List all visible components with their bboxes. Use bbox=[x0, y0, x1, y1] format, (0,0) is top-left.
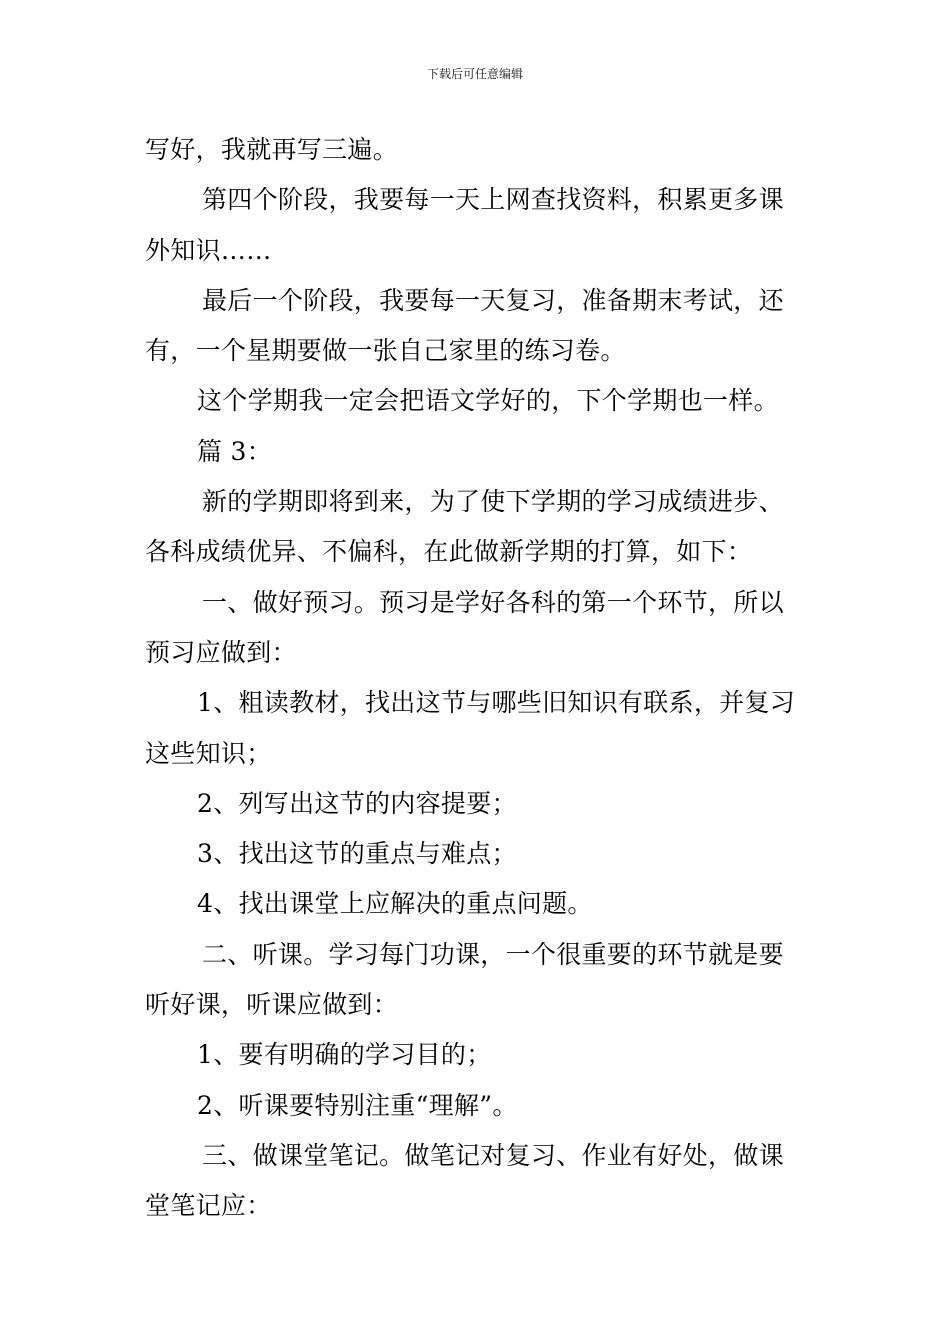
text-line: 一、做好预习。预习是学好各科的第一个环节，所以 bbox=[202, 587, 784, 617]
text-line: 这个学期我一定会把语文学好的，下个学期也一样。 bbox=[197, 386, 779, 416]
list-item: 1、要有明确的学习目的； bbox=[197, 1040, 492, 1070]
text-line: 第四个阶段，我要每一天上网查找资料，积累更多课 bbox=[202, 185, 784, 215]
text-line: 外知识…… bbox=[145, 235, 272, 265]
text-line: 三、做课堂笔记。做笔记对复习、作业有好处，做课 bbox=[202, 1140, 784, 1170]
text-line: 各科成绩优异、不偏科，在此做新学期的打算，如下： bbox=[145, 537, 753, 567]
text-line: 预习应做到： bbox=[145, 637, 297, 667]
section-heading: 篇 3： bbox=[197, 436, 273, 466]
text-line: 这些知识； bbox=[145, 738, 272, 768]
text-line: 二、听课。学习每门功课，一个很重要的环节就是要 bbox=[202, 939, 784, 969]
text-line: 听好课，听课应做到： bbox=[145, 990, 399, 1020]
text-line: 写好，我就再写三遍。 bbox=[145, 135, 399, 164]
list-item: 4、找出课堂上应解决的重点问题。 bbox=[197, 889, 593, 919]
list-item: 2、听课要特别注重“理解”。 bbox=[197, 1090, 518, 1120]
document-body bbox=[145, 125, 815, 1232]
list-item: 1、粗读教材，找出这节与哪些旧知识有联系，并复习 bbox=[197, 688, 796, 718]
list-item: 3、找出这节的重点与难点； bbox=[197, 839, 517, 869]
text-line: 新的学期即将到来，为了使下学期的学习成绩进步、 bbox=[202, 487, 784, 517]
text-line: 堂笔记应： bbox=[145, 1191, 272, 1221]
page-header: 下载后可任意编辑 bbox=[426, 67, 523, 81]
list-item: 2、列写出这节的内容提要； bbox=[197, 788, 517, 818]
text-line: 最后一个阶段，我要每一天复习，准备期末考试，还 bbox=[202, 285, 784, 315]
text-line: 有，一个星期要做一张自己家里的练习卷。 bbox=[145, 336, 626, 366]
